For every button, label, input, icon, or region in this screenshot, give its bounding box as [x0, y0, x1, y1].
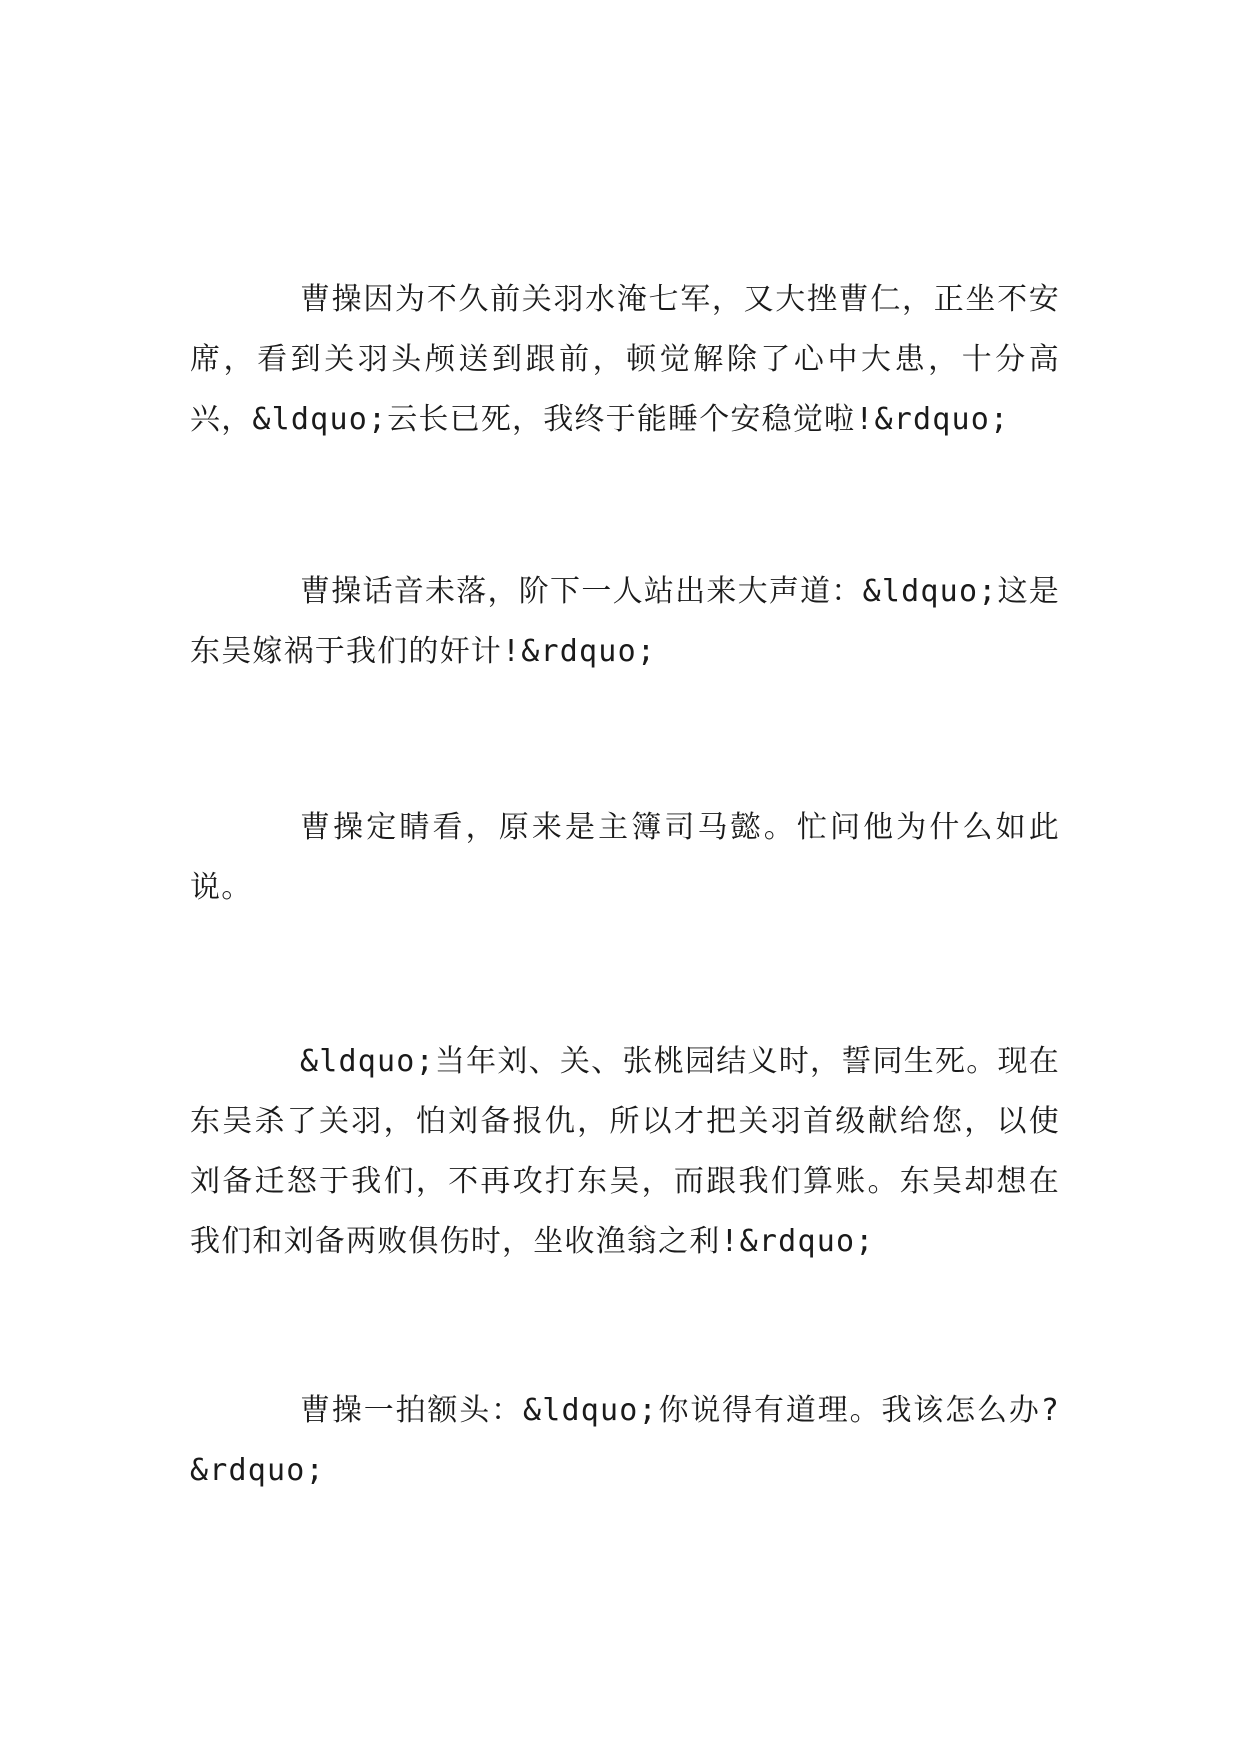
paragraph: 曹操因为不久前关羽水淹七军，又大挫曹仁，正坐不安席，看到关羽头颅送到跟前，顿觉解除了心中大患，十分高兴，&ldquo;云长已死，我终于能睡个安稳觉啦!&rdquo;	[190, 282, 1060, 437]
paragraph: 曹操话音未落，阶下一人站出来大声道：&ldquo;这是东吴嫁祸于我们的奸计!&rdquo;	[190, 574, 1060, 669]
paragraph: &ldquo;当年刘、关、张桃园结义时，誓同生死。现在东吴杀了关羽，怕刘备报仇，所以才把关羽首级献给您，以使刘备迁怒于我们，不再攻打东吴，而跟我们算账。东吴却想在我们和刘备两败俱伤时，坐收渔翁之利!&rdquo;	[190, 1044, 1060, 1259]
paragraph: 曹操一拍额头：&ldquo;你说得有道理。我该怎么办?&rdquo;	[190, 1393, 1060, 1488]
paragraph: 曹操定睛看，原来是主簿司马懿。忙问他为什么如此说。	[190, 810, 1060, 905]
